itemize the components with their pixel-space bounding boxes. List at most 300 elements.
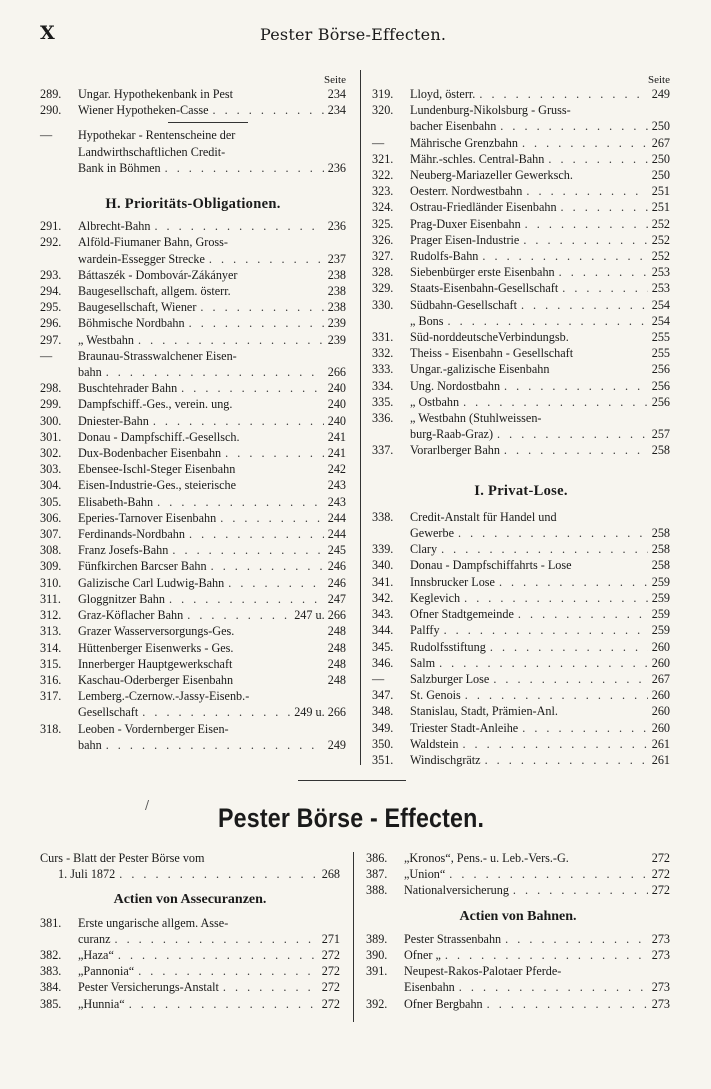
entry-number: 304.: [40, 478, 62, 493]
entry-page: 237: [327, 251, 346, 266]
entry-continuation: [366, 979, 670, 995]
entry-title: Galizische Carl Ludwig-Bahn: [78, 575, 225, 590]
entry-page: 272: [651, 867, 670, 882]
entry-title: burg-Raab-Graz): [410, 427, 494, 442]
entry-number: 329.: [372, 281, 394, 296]
index-entry: [366, 931, 670, 947]
entry-title: wardein-Essegger Strecke: [78, 251, 205, 266]
entry-title: „Hunnia“: [78, 996, 125, 1011]
index-entry: [40, 396, 346, 412]
entry-number: 350.: [372, 736, 394, 751]
entry-title: Oesterr. Nordwestbahn: [410, 184, 523, 199]
entry-page: 243: [327, 494, 346, 509]
entry-page: 259: [651, 574, 670, 589]
page-number: X: [40, 22, 55, 44]
entry-page: 250: [651, 119, 670, 134]
entry-number: 347.: [372, 688, 394, 703]
entry-title: „ Westbahn (Stuhlweissen-: [410, 411, 542, 426]
entry-title: Südbahn-Gesellschaft: [410, 297, 517, 312]
entry-title: „Pannonia“: [78, 964, 135, 979]
right-column: [372, 72, 670, 768]
entry-page: 244: [327, 510, 346, 525]
index-entry: [40, 591, 346, 607]
entry-title: Ofner Bergbahn: [404, 996, 483, 1011]
separator-rule: [168, 122, 248, 123]
entry-page: 266: [327, 365, 346, 380]
entry-number: —: [40, 128, 53, 143]
entry-title: „ Bons: [410, 313, 444, 328]
entry-page: 249: [327, 737, 346, 752]
entry-continuation: [40, 931, 340, 947]
index-entry: [372, 232, 670, 248]
entry-title: Dux-Bodenbacher Eisenbahn: [78, 446, 222, 461]
entry-page: 248: [327, 624, 346, 639]
right-list: [372, 86, 670, 459]
bottom-left-list: [40, 915, 340, 1012]
index-entry: [372, 345, 670, 361]
entry-page: 259: [651, 623, 670, 638]
index-entry: [40, 127, 346, 143]
entry-number: 342.: [372, 590, 394, 605]
entry-continuation: [372, 426, 670, 442]
entry-title: Wiener Hypotheken-Casse: [78, 103, 209, 118]
index-entry: [372, 264, 670, 280]
index-entry: [372, 102, 670, 118]
entry-title: Elisabeth-Bahn: [78, 494, 154, 509]
entry-number: 299.: [40, 397, 62, 412]
index-entry: [372, 135, 670, 151]
index-entry: [40, 721, 346, 737]
bottom-right-column: [366, 850, 670, 1012]
left-top-list: [40, 86, 346, 118]
entry-page: 248: [327, 656, 346, 671]
entry-title: Ungar. Hypothekenbank in Pest: [78, 87, 234, 101]
entry-title: „ Ostbahn: [410, 394, 460, 409]
entry-title: Eisen-Industrie-Ges., steierische: [78, 478, 237, 493]
index-entry: [40, 963, 340, 979]
entry-page: 240: [327, 381, 346, 396]
entry-number: 392.: [366, 996, 388, 1011]
index-entry: [372, 720, 670, 736]
index-entry: [372, 167, 670, 183]
section-heading: H. Prioritäts-Obligationen.: [105, 196, 281, 213]
entry-title: Lemberg.-Czernow.-Jassy-Eisenb.-: [78, 689, 250, 704]
index-entry: [366, 963, 670, 979]
entry-title: Ung. Nordostbahn: [410, 378, 501, 393]
entry-number: 317.: [40, 689, 62, 704]
entry-number: 297.: [40, 332, 62, 347]
entry-page: 248: [327, 640, 346, 655]
entry-page: 246: [327, 559, 346, 574]
entry-number: 307.: [40, 527, 62, 542]
entry-page: 241: [327, 446, 346, 461]
entry-page: 255: [651, 346, 670, 361]
entry-title: Vorarlberger Bahn: [410, 443, 500, 458]
entry-title: Lundenburg-Nikolsburg - Gruss-: [410, 103, 571, 118]
index-entry: [372, 248, 670, 264]
entry-page: 252: [651, 216, 670, 231]
entry-number: 323.: [372, 184, 394, 199]
entry-number: 391.: [366, 964, 388, 979]
subsection-heading: Actien von Bahnen.: [459, 908, 577, 924]
entry-page: 258: [651, 526, 670, 541]
entry-title: Böhmische Nordbahn: [78, 316, 185, 331]
entry-page: 238: [327, 284, 346, 299]
entry-title: Erste ungarische allgem. Asse-: [78, 915, 229, 930]
index-entry: [372, 151, 670, 167]
entry-page: 260: [651, 639, 670, 654]
entry-title: Triester Stadt-Anleihe: [410, 720, 519, 735]
entry-page: 257: [651, 427, 670, 442]
entry-title: Buschtehrader Bahn: [78, 381, 178, 396]
entry-number: 340.: [372, 558, 394, 573]
entry-title: Dampfschiff.-Ges., verein. ung.: [78, 397, 233, 412]
index-entry: [372, 541, 670, 557]
entry-number: 383.: [40, 964, 62, 979]
index-entry: [372, 329, 670, 345]
entry-title: Lloyd, österr.: [410, 87, 476, 101]
entry-title: bacher Eisenbahn: [410, 119, 497, 134]
index-entry: [40, 332, 346, 348]
entry-number: 308.: [40, 543, 62, 558]
entry-page: 258: [651, 443, 670, 458]
entry-page: 252: [651, 249, 670, 264]
entry-continuation: Landwirthschaftlichen Credit-: [78, 144, 226, 159]
index-entry: [372, 574, 670, 590]
entry-page: 234: [327, 103, 346, 118]
entry-page: 240: [327, 413, 346, 428]
left-column: [40, 72, 346, 753]
entry-page: 239: [327, 332, 346, 347]
index-entry: [372, 655, 670, 671]
index-entry: [372, 557, 670, 573]
entry-title: Siebenbürger erste Eisenbahn: [410, 265, 555, 280]
entry-number: 312.: [40, 608, 62, 623]
entry-number: 289.: [40, 87, 62, 101]
index-entry: [40, 218, 346, 234]
entry-page: 238: [327, 267, 346, 282]
column-divider: [353, 852, 354, 1022]
entry-page: 240: [327, 397, 346, 412]
entry-page: 267: [651, 135, 670, 150]
entry-continuation: [40, 704, 346, 720]
index-entry: [372, 509, 670, 525]
entry-number: 306.: [40, 510, 62, 525]
entry-number: 315.: [40, 656, 62, 671]
entry-page: 245: [327, 543, 346, 558]
entry-number: 330.: [372, 297, 394, 312]
entry-continuation: [40, 364, 346, 380]
index-entry: [40, 348, 346, 364]
entry-number: 337.: [372, 443, 394, 458]
index-entry: [40, 526, 346, 542]
entry-title: Baugesellschaft, Wiener: [78, 300, 197, 315]
index-entry: [366, 882, 670, 898]
entry-number: —: [372, 135, 385, 150]
section-rule: [298, 780, 406, 781]
bottom-left-column: [40, 850, 340, 1012]
entry-title: „Haza“: [78, 948, 114, 963]
entry-title: Prager Eisen-Industrie: [410, 232, 520, 247]
entry-title: Rudolfs-Bahn: [410, 249, 479, 264]
index-entry: [40, 607, 346, 623]
entry-page: 253: [651, 281, 670, 296]
entry-number: 349.: [372, 720, 394, 735]
index-entry: [40, 429, 346, 445]
entry-number: 305.: [40, 494, 62, 509]
entry-title: Donau - Dampfschiff.-Gesellsch.: [78, 429, 240, 444]
entry-title: bahn: [78, 365, 102, 380]
entry-number: 348.: [372, 704, 394, 719]
entry-title: Ferdinands-Nordbahn: [78, 527, 185, 542]
entry-page: 242: [327, 462, 346, 477]
bahnen-list: [366, 931, 670, 1012]
entry-page: 272: [651, 883, 670, 898]
index-entry: [372, 736, 670, 752]
entry-page: 272: [321, 996, 340, 1011]
index-entry: [366, 850, 670, 866]
entry-title: „ Westbahn: [78, 332, 134, 347]
index-entry: [40, 267, 346, 283]
index-entry: [40, 979, 340, 995]
entry-title: „Kronos“, Pens.- u. Leb.-Vers.-G.: [404, 851, 569, 865]
entry-number: 324.: [372, 200, 394, 215]
entry-page: 261: [651, 752, 670, 767]
entry-title: Süd-norddeutscheVerbindungsb.: [410, 330, 569, 345]
entry-title: Braunau-Strasswalchener Eisen-: [78, 348, 237, 363]
entry-title: Eisenbahn: [404, 980, 455, 995]
entry-page: 253: [651, 265, 670, 280]
entry-number: 326.: [372, 232, 394, 247]
entry-number: 310.: [40, 575, 62, 590]
index-entry: [40, 542, 346, 558]
index-entry: [372, 378, 670, 394]
entry-title: Báttaszék - Dombovár-Zákányer: [78, 267, 238, 282]
entry-title: Waldstein: [410, 736, 459, 751]
entry-title: Kaschau-Oderberger Eisenbahn: [78, 672, 234, 687]
index-entry: [40, 510, 346, 526]
entry-title: Hüttenberger Eisenwerks - Ges.: [78, 640, 234, 655]
index-entry: [40, 575, 346, 591]
index-entry: Curs - Blatt der Pester Börse vom: [40, 851, 205, 865]
index-entry: [40, 299, 346, 315]
index-entry: [40, 445, 346, 461]
entry-page: 247 u. 266: [294, 608, 346, 623]
index-entry: [40, 688, 346, 704]
entry-page: 256: [651, 394, 670, 409]
entry-page: 261: [651, 736, 670, 751]
entry-number: 344.: [372, 623, 394, 638]
entry-number: 290.: [40, 103, 62, 118]
entry-title: Mähr.-schles. Central-Bahn: [410, 151, 545, 166]
index-entry: [372, 86, 670, 102]
index-entry: 1. Juli 1872 . . . 268: [40, 866, 340, 882]
entry-continuation: [372, 525, 670, 541]
entry-title: Alföld-Fiumaner Bahn, Gross-: [78, 235, 228, 250]
index-entry: [40, 656, 346, 672]
entry-title: Leoben - Vordernberger Eisen-: [78, 721, 229, 736]
bottom-right-list: [366, 850, 670, 899]
entry-number: 387.: [366, 867, 388, 882]
column-divider: [360, 70, 361, 765]
index-entry: [372, 606, 670, 622]
entry-title: Staats-Eisenbahn-Gesellschaft: [410, 281, 559, 296]
entry-page: 236: [327, 219, 346, 234]
entry-number: 292.: [40, 235, 62, 250]
entry-page: 272: [321, 948, 340, 963]
entry-page: 260: [651, 655, 670, 670]
entry-number: 328.: [372, 265, 394, 280]
entry-page: 260: [651, 704, 670, 719]
entry-page: 248: [327, 672, 346, 687]
entry-number: 291.: [40, 219, 62, 234]
entry-title: Pester Strassenbahn: [404, 931, 502, 946]
entry-number: 333.: [372, 362, 394, 377]
entry-page: 247: [327, 591, 346, 606]
index-entry: [372, 687, 670, 703]
index-entry: [40, 915, 340, 931]
entry-title: Salzburger Lose: [410, 671, 490, 686]
entry-page: 254: [651, 313, 670, 328]
entry-page: 250: [651, 168, 670, 183]
entry-number: 386.: [366, 851, 388, 865]
section-heading: I. Privat-Lose.: [474, 482, 568, 499]
entry-title: Graz-Köflacher Bahn: [78, 608, 184, 623]
index-entry: [40, 380, 346, 396]
seite-label: Seite: [324, 74, 346, 86]
entry-continuation: Bank in Böhmen . . . 236: [40, 160, 346, 176]
seite-label: Seite: [648, 74, 670, 86]
index-entry: [40, 86, 346, 102]
entry-number: 296.: [40, 316, 62, 331]
entry-number: 389.: [366, 931, 388, 946]
entry-number: 320.: [372, 103, 394, 118]
entry-number: 322.: [372, 168, 394, 183]
entry-title: Clary: [410, 542, 438, 557]
index-entry: [372, 410, 670, 426]
entry-number: 294.: [40, 284, 62, 299]
index-entry: [372, 752, 670, 768]
entry-number: 332.: [372, 346, 394, 361]
entry-page: 271: [321, 931, 340, 946]
index-entry: [372, 199, 670, 215]
entry-number: 385.: [40, 996, 62, 1011]
index-entry: [372, 639, 670, 655]
entry-page: 246: [327, 575, 346, 590]
entry-title: Ostrau-Friedländer Eisenbahn: [410, 200, 557, 215]
section-title: Pester Börse - Effecten.: [218, 803, 485, 833]
entry-page: 272: [321, 964, 340, 979]
entry-title: Ofner Stadtgemeinde: [410, 607, 514, 622]
entry-title: Ebensee-Ischl-Steger Eisenbahn: [78, 462, 236, 477]
index-entry: [372, 361, 670, 377]
entry-title: St. Genois: [410, 688, 461, 703]
entry-page: 236: [327, 160, 346, 175]
entry-page: 243: [327, 478, 346, 493]
entry-title: bahn: [78, 737, 102, 752]
entry-page: 273: [651, 980, 670, 995]
entry-page: 256: [651, 362, 670, 377]
entry-title: Gesellschaft: [78, 705, 139, 720]
entry-title: Windischgrätz: [410, 752, 481, 767]
entry-number: 336.: [372, 411, 394, 426]
entry-page: 256: [651, 378, 670, 393]
entry-page: 251: [651, 184, 670, 199]
index-entry: [372, 703, 670, 719]
index-entry: [366, 866, 670, 882]
entry-title: Stanislau, Stadt, Prämien-Anl.: [410, 704, 558, 719]
entry-title: Palffy: [410, 623, 440, 638]
entry-number: 334.: [372, 378, 394, 393]
index-entry: [40, 102, 346, 118]
entry-title: Gewerbe: [410, 526, 454, 541]
entry-number: 318.: [40, 721, 62, 736]
index-entry: [40, 996, 340, 1012]
entry-title: Neupest-Rakos-Palotaer Pferde-: [404, 964, 562, 979]
entry-title: Donau - Dampfschiffahrts - Lose: [410, 558, 572, 573]
entry-number: 382.: [40, 948, 62, 963]
entry-page: 273: [651, 996, 670, 1011]
entry-page: 252: [651, 232, 670, 247]
entry-page: 241: [327, 429, 346, 444]
index-entry: [40, 494, 346, 510]
entry-page: 259: [651, 590, 670, 605]
index-entry: [372, 183, 670, 199]
entry-page: 254: [651, 297, 670, 312]
entry-number: 343.: [372, 607, 394, 622]
entry-number: 302.: [40, 446, 62, 461]
entry-title: Mährische Grenzbahn: [410, 135, 518, 150]
entry-title: Gloggnitzer Bahn: [78, 591, 165, 606]
entry-number: 331.: [372, 330, 394, 345]
index-entry: [40, 413, 346, 429]
entry-number: 319.: [372, 87, 394, 101]
index-entry: [366, 996, 670, 1012]
right-i-list: [372, 509, 670, 768]
entry-page: 234: [327, 87, 346, 101]
index-entry: [40, 234, 346, 250]
index-entry: [40, 477, 346, 493]
entry-page: 272: [651, 851, 670, 865]
entry-page: 273: [651, 931, 670, 946]
running-header: Pester Börse-Effecten.: [260, 25, 447, 44]
entry-page: 260: [651, 688, 670, 703]
entry-continuation: [372, 118, 670, 134]
index-entry: [40, 558, 346, 574]
entry-page: 258: [651, 542, 670, 557]
entry-number: 321.: [372, 151, 394, 166]
entry-continuation: [40, 737, 346, 753]
entry-title: Prag-Duxer Eisenbahn: [410, 216, 521, 231]
entry-page: 238: [327, 300, 346, 315]
entry-page: 255: [651, 330, 670, 345]
entry-page: 249 u. 266: [294, 705, 346, 720]
entry-title: Eperies-Tarnover Eisenbahn: [78, 510, 217, 525]
index-entry: [366, 947, 670, 963]
entry-number: 303.: [40, 462, 62, 477]
index-entry: [372, 394, 670, 410]
entry-title: Grazer Wasserversorgungs-Ges.: [78, 624, 235, 639]
index-entry: [372, 297, 670, 313]
subsection-heading: Actien von Assecuranzen.: [113, 892, 267, 908]
entry-number: 339.: [372, 542, 394, 557]
entry-number: 314.: [40, 640, 62, 655]
index-entry: [372, 280, 670, 296]
entry-number: 390.: [366, 948, 388, 963]
entry-title: Keglevich: [410, 590, 461, 605]
entry-title: Albrecht-Bahn: [78, 219, 151, 234]
entry-title: Franz Josefs-Bahn: [78, 543, 169, 558]
